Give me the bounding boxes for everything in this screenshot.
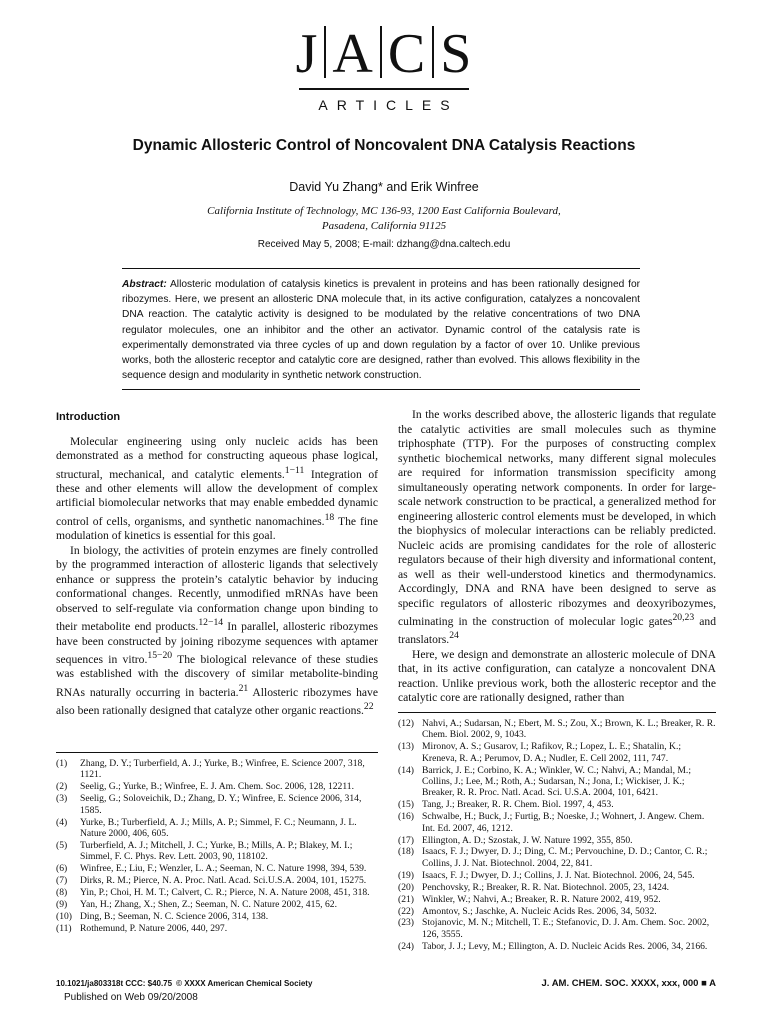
reference-number: (5) [56,839,68,851]
reference-item [398,799,716,810]
reference-text: Ding, B.; Seeman, N. C. Science 2006, 314, 138. [80,910,269,922]
reference-number: (14) [398,764,414,776]
reference-number: (18) [398,846,414,858]
reference-text: Yan, H.; Zhang, X.; Shen, Z.; Seeman, N. C. Nature 2002, 415, 62. [80,898,337,910]
citation: 18 [324,511,335,523]
citation: 20,23 [672,612,695,623]
reference-item [398,941,716,952]
paragraph-text: The biological relevance of these studies was established with the discovery of similar metabolite-binding RNAs naturally occurring in bacteria. [56,652,378,699]
reference-item [56,758,378,781]
reference-item [398,917,716,940]
citation: 21 [238,682,249,694]
journal-logo [0,24,768,113]
reference-number: (21) [398,893,414,905]
author-affiliation [140,204,628,234]
reference-item [56,923,378,934]
reference-number: (3) [56,793,68,805]
reference-number: (16) [398,811,414,823]
reference-text: Barrick, J. E.; Corbino, K. A.; Winkler, W. C.; Nahvi, A.; Mandal, M.; Collins, J.; Lee, M.; Roth, A.; Sudarsan, N.; Jona, I.; Wickiser, J. K.; Breaker, R. R. Proc. Natl. Acad. Sci. U.S.A. 2004, 101, 6421. [422,764,691,799]
reference-text: Stojanovic, M. N.; Mitchell, T. E.; Stefanovic, D. J. Am. Chem. Soc. 2002, 126, 3555. [422,917,710,940]
reference-text: Winfree, E.; Liu, F.; Wenzler, L. A.; Seeman, N. C. Nature 1998, 394, 539. [80,863,367,875]
copyright-text: © XXXX American Chemical Society [176,979,313,988]
body-paragraph: Here, we design and demonstrate an allosteric molecule of DNA that, in its active configuration, can catalyze a noncovalent DNA reaction. Unlike previous work, both the allosteric receptor and the catalytic core are rationally designed, rather than [398,647,716,705]
article-authors: David Yu Zhang* and Erik Winfree [289,180,479,194]
reference-item [398,718,716,741]
affiliation-line: Pasadena, California 91125 [321,220,447,232]
published-date: Published on Web 09/20/2008 [64,992,198,1003]
reference-text: Seelig, G.; Soloveichik, D.; Zhang, D. Y.; Winfree, E. Science 2006, 314, 1585. [80,793,362,816]
abstract-text: Allosteric modulation of catalysis kinetics is prevalent in proteins and has been rationally designed for ribozymes. Here, we present an allosteric DNA molecule that, in its active configuration, catalyzes a noncovalent DNA reaction. The catalytic activity is designed to be modulated by the relative concentrations of two DNA regulator molecules, one an inhibitor and the other an activator. Dynamic control of the catalysis rate is experimentally demonstrated via three cycles of up and down regulation by a factor of over 10. Unlike previous works, both the allosteric receptor and catalytic core are designed, rather than evolved. This allows flexibility in the sequence design and modularity in synthetic network construction. [122,279,640,382]
reference-text: Dirks, R. M.; Pierce, N. A. Proc. Natl. Acad. Sci.U.S.A. 2004, 101, 15275. [80,875,367,887]
reference-number: (17) [398,834,414,846]
paragraph-text: and translators. [398,614,716,647]
reference-number: (4) [56,816,68,828]
reference-item [398,870,716,881]
reference-text: Yin, P.; Choi, H. M. T.; Calvert, C. R.; Pierce, N. A. Nature 2008, 451, 318. [80,886,370,898]
reference-number: (20) [398,881,414,893]
citation: 12−14 [198,617,224,629]
paragraph-text: In parallel, allosteric ribozymes have been constructed by joining ribozyme sequences with aptamer sequences in vitro. [56,620,378,666]
logo-divider [432,26,434,78]
citation: 24 [449,630,459,642]
reference-number: (23) [398,917,414,929]
reference-text: Nahvi, A.; Sudarsan, N.; Ebert, M. S.; Zou, X.; Brown, K. L.; Breaker, R. R. Chem. Biol. 2002, 9, 1043. [422,718,716,741]
footer-doi [56,979,316,988]
citation: 15−20 [147,650,173,662]
reference-number: (12) [398,718,414,729]
reference-item [56,899,378,910]
reference-number: (13) [398,741,414,753]
reference-text: Isaacs, F. J.; Dwyer, D. J.; Collins, J. J. Nat. Biotechnol. 2006, 24, 545. [422,869,695,881]
abstract-label: Abstract: [122,279,167,290]
reference-item [56,875,378,886]
reference-text: Tang, J.; Breaker, R. R. Chem. Biol. 1997, 4, 453. [422,799,614,811]
reference-text: Schwalbe, H.; Buck, J.; Furtig, B.; Noeske, J.; Wohnert, J. Angew. Chem. Int. Ed. 2007, 46, 1212. [422,811,705,834]
reference-text: Amontov, S.; Jaschke, A. Nucleic Acids Res. 2006, 34, 5032. [422,905,657,917]
reference-item [56,863,378,874]
reference-item [56,840,378,863]
reference-text: Tabor, J. J.; Levy, M.; Ellington, A. D. Nucleic Acids Res. 2006, 34, 2166. [422,940,708,952]
reference-number: (1) [56,758,68,769]
logo-divider [324,26,326,78]
reference-number: (8) [56,886,68,898]
reference-item [398,741,716,764]
logo-letter-c: C [387,23,427,85]
citation: 1−11 [284,464,305,476]
left-column [56,408,378,719]
reference-text: Zhang, D. Y.; Turberfield, A. J.; Yurke, B.; Winfree, E. Science 2007, 318, 1121. [80,758,365,781]
reference-item [398,846,716,869]
reference-text: Isaacs, F. J.; Dwyer, D. J.; Ding, C. M.; Pervouchine, D. D.; Cantor, C. R.; Collins, J. J. Nat. Biotechnol. 2004, 22, 841. [422,846,708,869]
affiliation-line: California Institute of Technology, MC 136-93, 1200 East California Boulevard, [207,205,561,217]
logo-letter-a: A [332,23,374,85]
reference-item [56,817,378,840]
reference-item [398,811,716,834]
reference-number: (15) [398,799,414,811]
logo-divider [380,26,382,78]
reference-item [398,765,716,799]
right-column [398,408,716,706]
body-paragraph [398,408,716,648]
body-paragraph [56,544,378,719]
jacs-wordmark [0,24,768,84]
reference-number: (2) [56,781,68,793]
reference-text: Turberfield, A. J.; Mitchell, J. C.; Yurke, B.; Mills, A. P.; Blakey, M. I.; Simmel, F. C. Phys. Rev. Lett. 2003, 90, 118102. [80,839,353,863]
paragraph-text: Allosteric ribozymes have also been rationally designed that catalyze other organic reactions. [56,685,378,718]
reference-number: (24) [398,940,414,952]
received-line: Received May 5, 2008; E-mail: dzhang@dna.caltech.edu [257,239,511,250]
reference-item [398,906,716,917]
reference-text: Ellington, A. D.; Szostak, J. W. Nature 1992, 355, 850. [422,834,633,846]
reference-number: (10) [56,910,72,922]
paragraph-text: Molecular engineering using only nucleic acids has been demonstrated as a method for constructing aqueous phase logical, structural, mechanical, and catalytic elements. [56,434,378,481]
reference-number: (6) [56,863,68,875]
reference-number: (22) [398,905,414,917]
doi-text: 10.1021/ja803318t CCC: $40.75 [56,979,173,988]
reference-item [398,835,716,846]
paragraph-text: In the works described above, the allosteric ligands that regulate the catalytic activities are small molecules such as thymine triphosphate (TTP). For the purposes of constructing complex synthetic biochemical networks, many different signal molecules are required for information transmission specificity among simultaneously operating network components. In order for large-scale network construction to be practical, a generalized method for engineering allosteric control elements must be developed, in which the biophysics of molecular interactions can be reliably predicted. Nucleic acids are promising candidates for the role of allosteric regulators because of their high diversity and informational content, as well as their well-understood kinetics and thermodynamics. Accordingly, DNA and RNA have been designed to serve as specific regulators of allosteric ribozymes and deoxyribozymes, culminating in the construction of molecular logic gates [398,408,716,628]
paragraph-text: Integration of these and other elements will allow the development of complex artificial biomolecular networks that may enable embedded dynamic control of cells, organisms, and synthetic nanomachines. [56,467,378,528]
logo-subtitle: ARTICLES [318,96,459,113]
reference-item [56,781,378,792]
logo-rule [299,88,469,90]
abstract-box [122,268,640,390]
reference-text: Winkler, W.; Nahvi, A.; Breaker, R. R. Nature 2002, 419, 952. [422,893,661,905]
reference-item [56,887,378,898]
citation: 22 [363,701,374,713]
paragraph-text: The fine modulation of kinetics is essential for this goal. [56,514,378,543]
reference-text: Penchovsky, R.; Breaker, R. R. Nat. Biotechnol. 2005, 23, 1424. [422,881,670,893]
body-paragraph [56,435,378,544]
logo-letter-j: J [295,23,319,85]
logo-letter-s: S [440,23,473,85]
footer-journal-citation: J. AM. CHEM. SOC. XXXX, xxx, 000 ■ A [541,978,716,989]
reference-item [398,882,716,893]
references-list-right [398,712,716,953]
reference-number: (11) [56,922,72,934]
article-title: Dynamic Allosteric Control of Noncovalent DNA Catalysis Reactions [132,137,636,154]
reference-item [56,911,378,922]
reference-item [398,894,716,905]
reference-text: Yurke, B.; Turberfield, A. J.; Mills, A. P.; Simmel, F. C.; Neumann, J. L. Nature 2000, 406, 605. [80,816,357,839]
paragraph-text: In biology, the activities of protein enzymes are finely controlled by the programmed interaction of allosteric ligands that selectively enhance or suppress the protein’s catalytic behavior by inducing conformational changes. Recently, unmodified mRNAs have been observed to self-regulate via conformation change upon binding to their metabolite end products. [56,543,378,634]
reference-text: Rothemund, P. Nature 2006, 440, 297. [80,922,228,934]
reference-number: (19) [398,869,414,881]
references-list-left [56,752,378,935]
reference-text: Seelig, G.; Yurke, B.; Winfree, E. J. Am. Chem. Soc. 2006, 128, 12211. [80,781,354,793]
reference-text: Mironov, A. S.; Gusarov, I.; Rafikov, R.; Lopez, L. E.; Shatalin, K.; Kreneva, R. A.; Perumov, D. A.; Nudler, E. Cell 2002, 111, 747. [422,741,682,764]
section-heading-introduction: Introduction [56,411,121,423]
reference-item [56,793,378,816]
reference-number: (7) [56,875,68,887]
reference-number: (9) [56,898,68,910]
